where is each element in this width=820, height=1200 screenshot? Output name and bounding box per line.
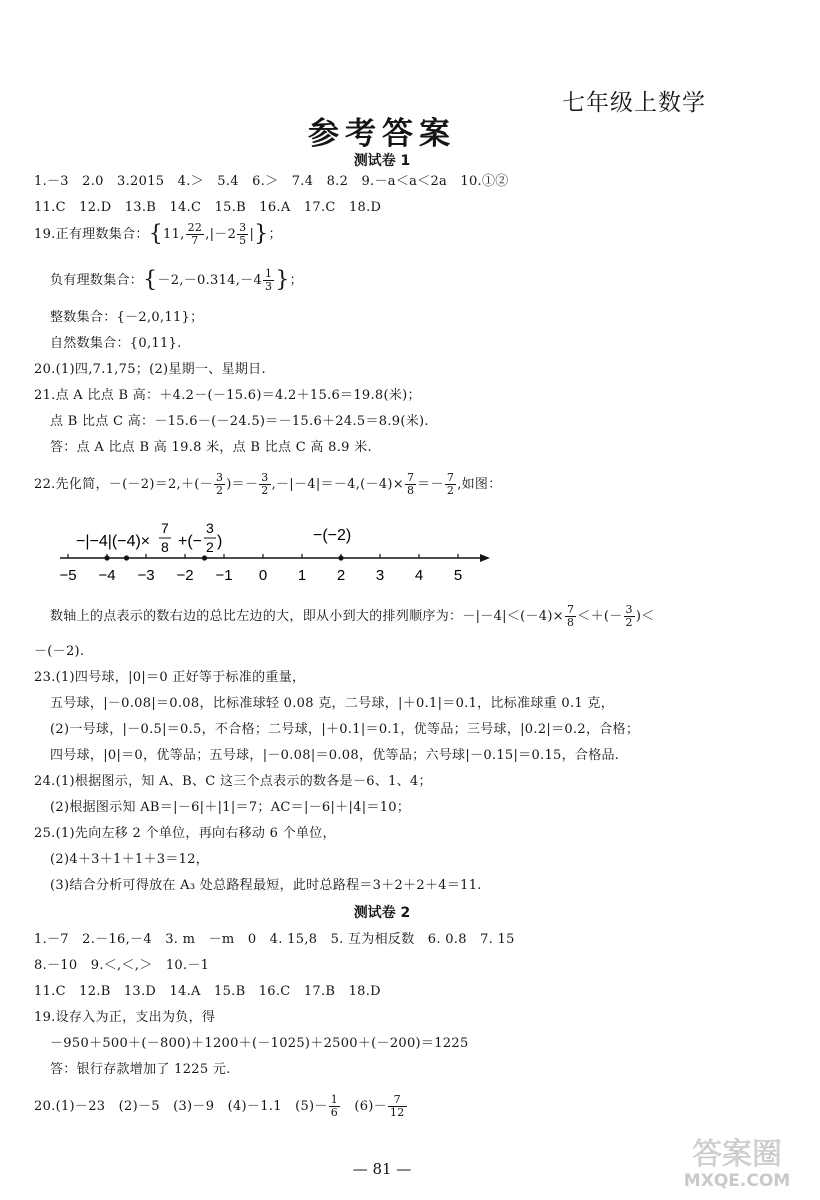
answers-line: 11.C 12.B 13.D 14.A 15.B 16.C 17.B 18.D [34, 984, 381, 999]
number-line-point [338, 555, 343, 560]
number-line-tick-label: 1 [297, 567, 307, 584]
watermark-text: 答案圈 [692, 1137, 782, 1172]
q19-positive-set: 19.正有理数集合：{11, $\frac{22}{7}$ ,|－2 $\frac{3}{5}$ |}； [34, 221, 282, 247]
q23-line: 五号球，|－0.08|＝0.08，比标准球轻 0.08 克，二号球，|＋0.1|＝0.1，比标准球重 0.1 克， [50, 696, 615, 711]
watermark-logo [662, 1130, 812, 1192]
page-title: 参考答案 [308, 116, 456, 152]
number-line-label: −|−4|(−4)× [76, 533, 151, 550]
number-line-label: +(− [178, 533, 203, 550]
q22-simplify: 22.先化简，－(－2)＝2,＋(－ $\frac{3}{2}$ )＝－ $\frac{3}{2}$ ,－|－4|＝－4,(－4)× $\frac{7}{8}$ ＝－ $\frac{7}{2}$ ,如图： [34, 471, 502, 497]
answers-line: 1.－3 2.0 3.2015 4.＞ 5.4 6.＞ 7.4 8.2 9.－a＜a＜2a 10.①② [34, 174, 509, 189]
q24-line: 24.(1)根据图示，知 A、B、C 这三个点表示的数各是－6、1、4； [34, 774, 432, 789]
number-line-label-fraction-den: 2 [206, 539, 214, 555]
q23-line: 23.(1)四号球，|0|＝0 正好等于标准的重量， [34, 670, 306, 685]
number-line-point [202, 555, 207, 560]
number-line-tick-label: −4 [98, 567, 116, 584]
q23-line: 四号球，|0|＝0，优等品；五号球，|－0.08|＝0.08，优等品；六号球|－0.15|＝0.15，合格品. [50, 748, 620, 763]
number-line-label: −(−2) [313, 527, 352, 544]
q25-line: 25.(1)先向左移 2 个单位，再向右移动 6 个单位， [34, 826, 336, 841]
q24-line: (2)根据图示知 AB＝|－6|＋|1|＝7；AC＝|－6|＋|4|＝10； [50, 800, 411, 815]
q21-line: 答：点 A 比点 B 高 19.8 米，点 B 比点 C 高 8.9 米. [50, 440, 372, 455]
q21-line: 点 B 比点 C 高：－15.6－(－24.5)＝－15.6＋24.5＝8.9(米). [50, 414, 429, 429]
q19-integer-set: 整数集合：{－2,0,11}； [50, 310, 204, 325]
t2-q19-line: 19.设存入为正，支出为负，得 [34, 1010, 216, 1025]
number-line-point [124, 555, 129, 560]
number-line-label-fraction-num: 3 [206, 520, 214, 536]
number-line-point [104, 555, 109, 560]
number-line-tick-label: −3 [137, 567, 155, 584]
q21-line: 21.点 A 比点 B 高：＋4.2－(－15.6)＝4.2＋15.6＝19.8(米)； [34, 388, 421, 403]
q23-line: (2)一号球，|－0.5|＝0.5，不合格；二号球，|＋0.1|＝0.1，优等品；三号球，|0.2|＝0.2，合格； [50, 722, 640, 737]
q25-line: (3)结合分析可得放在 A₃ 处总路程最短，此时总路程＝3＋2＋2＋4＝11. [50, 878, 482, 893]
answers-line: 8.－10 9.＜,＜,＞ 10.－1 [34, 958, 210, 973]
section-heading-test2: 测试卷 2 [353, 905, 411, 921]
number-line-tick-label: 5 [453, 567, 463, 584]
t2-q19-line: －950＋500＋(－800)＋1200＋(－1025)＋2500＋(－200)＝1225 [50, 1036, 469, 1051]
number-line-tick-label: 0 [258, 567, 268, 584]
number-line-tick-label: −1 [215, 567, 233, 584]
t2-q19-line: 答：银行存款增加了 1225 元. [50, 1062, 231, 1077]
number-line-tick-label: 2 [336, 567, 346, 584]
answers-line: 1.－7 2.－16,－4 3. m －m 0 4. 15,8 5. 互为相反数 6. 0.8 7. 15 [34, 932, 515, 947]
q19-negative-set: 负有理数集合：{－2,－0.314,－4 $\frac{1}{3}$ }； [50, 267, 303, 293]
q20-answer: 20.(1)四,7.1,75；(2)星期一、星期日. [34, 362, 266, 377]
q22-conclusion-end: －(－2). [34, 644, 85, 659]
number-line-tick-label: 3 [375, 567, 385, 584]
number-line-tick-label: 4 [414, 567, 424, 584]
number-line-arrow [480, 554, 490, 562]
number-line-tick-label: −5 [59, 567, 77, 584]
q22-conclusion: 数轴上的点表示的数右边的总比左边的大，即从小到大的排列顺序为：－|－4|＜(－4)× $\frac{7}{8}$ ＜＋(－ $\frac{3}{2}$ )＜ [50, 603, 655, 629]
q19-natural-set: 自然数集合：{0,11}. [50, 336, 182, 351]
number-line-label-fraction-num: 7 [161, 520, 169, 536]
number-line-label: ) [217, 533, 223, 550]
t2-q20-answers: 20.(1)－23 (2)－5 (3)－9 (4)－1.1 (5)－ $\frac{1}{6}$ (6)－ $\frac{7}{12}$ [34, 1093, 405, 1119]
section-heading-test1: 测试卷 1 [353, 153, 411, 169]
number-line-label-fraction-den: 8 [161, 539, 169, 555]
page-number: — 81 — [352, 1160, 412, 1178]
watermark-url: MXQE.COM [683, 1171, 791, 1191]
q25-line: (2)4＋3＋1＋1＋3＝12， [50, 852, 210, 867]
answers-line: 11.C 12.D 13.B 14.C 15.B 16.A 17.C 18.D [34, 200, 382, 215]
number-line-tick-label: −2 [176, 567, 194, 584]
grade-label: 七年级上数学 [562, 90, 706, 116]
